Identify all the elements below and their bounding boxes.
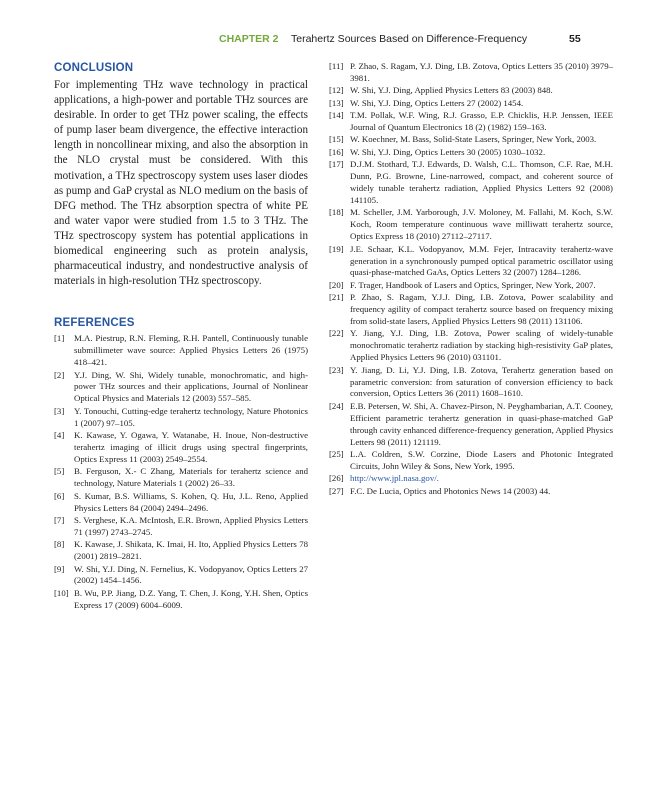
reference-text: P. Zhao, S. Ragam, Y.J. Ding, I.B. Zotova, Optics Letters 35 (2010) 3979–3981. bbox=[350, 61, 613, 83]
reference-number: [8] bbox=[54, 539, 65, 550]
reference-text: T.M. Pollak, W.F. Wing, R.J. Grasso, E.P. Chicklis, H.P. Jenssen, IEEE Journal of Quantum Electronics 18 (2) (1982) 159–163. bbox=[350, 110, 613, 133]
reference-text: B. Ferguson, X.- C Zhang, Materials for terahertz science and technology, Nature Materials 1 (2002) 26–33. bbox=[74, 466, 308, 489]
right-column bbox=[329, 61, 613, 498]
reference-number: [15] bbox=[329, 134, 344, 145]
reference-item bbox=[329, 473, 613, 485]
reference-text: W. Shi, Y.J. Ding, N. Fernelius, K. Vodopyanov, Optics Letters 27 (2002) 1454–1456. bbox=[74, 563, 308, 586]
reference-number: [9] bbox=[54, 563, 65, 574]
reference-item bbox=[54, 466, 308, 490]
reference-number: [25] bbox=[329, 449, 344, 459]
reference-number: [20] bbox=[329, 279, 344, 290]
reference-text: S. Verghese, K.A. McIntosh, E.R. Brown, Applied Physics Letters 71 (1997) 2743–2745. bbox=[74, 514, 308, 537]
reference-text: F.C. De Lucia, Optics and Photonics News 14 (2003) 44. bbox=[350, 485, 551, 496]
reference-item bbox=[329, 147, 613, 159]
reference-number: [5] bbox=[54, 466, 65, 477]
reference-number: [17] bbox=[329, 159, 344, 170]
reference-text: S. Kumar, B.S. Williams, S. Kohen, Q. Hu, J.L. Reno, Applied Physics Letters 84 (2004) 2494–2496. bbox=[74, 490, 308, 513]
reference-text: F. Trager, Handbook of Lasers and Optics, Springer, New York, 2007. bbox=[350, 279, 596, 290]
reference-text: W. Shi, Y.J. Ding, Applied Physics Letters 83 (2003) 848. bbox=[350, 85, 553, 96]
page-number: 55 bbox=[569, 33, 581, 45]
reference-item bbox=[329, 401, 613, 449]
reference-text: D.J.M. Stothard, T.J. Edwards, D. Walsh, C.L. Thomson, C.F. Rae, M.H. Dunn, P.G. Browne, Line-narrowed, compact, and coherent source of widely tunable terahertz radiation, Applied Physics Letters 92 (2008) 141105. bbox=[350, 159, 613, 205]
reference-number: [21] bbox=[329, 292, 344, 303]
reference-number: [22] bbox=[329, 328, 344, 339]
reference-item bbox=[329, 207, 613, 243]
reference-item bbox=[54, 430, 308, 466]
reference-text: M. Scheller, J.M. Yarborough, J.V. Moloney, M. Fallahi, M. Koch, S.W. Koch, Room temperature continuous wave milliwatt terahertz source, Optics Express 18 (2010) 27112–27117. bbox=[350, 207, 613, 242]
reference-item bbox=[54, 564, 308, 588]
references-list-left bbox=[54, 333, 308, 611]
chapter-label: CHAPTER 2 bbox=[219, 33, 279, 45]
reference-item bbox=[329, 280, 613, 292]
references-heading: REFERENCES bbox=[54, 317, 135, 330]
reference-item bbox=[329, 85, 613, 97]
reference-number: [12] bbox=[329, 85, 344, 96]
reference-text: J.E. Schaar, K.L. Vodopyanov, M.M. Fejer, Intracavity terahertz-wave generation in a synchronously pumped optical parametric oscillator using quasi-phase-matched GaAs, Optics Letters 32 (2007) 1284–1286. bbox=[350, 243, 613, 278]
reference-item bbox=[54, 515, 308, 539]
reference-text: W. Shi, Y.J. Ding, Optics Letters 27 (2002) 1454. bbox=[350, 97, 524, 108]
reference-number: [7] bbox=[54, 514, 65, 525]
reference-text: K. Kawase, J. Shikata, K. Imai, H. Ito, Applied Physics Letters 78 (2001) 2819–2821. bbox=[74, 539, 308, 562]
chapter-title: Terahertz Sources Based on Difference-Frequency bbox=[291, 33, 528, 45]
reference-item bbox=[329, 98, 613, 110]
reference-item bbox=[54, 539, 308, 563]
reference-link[interactable]: http://www.jpl.nasa.gov/. bbox=[350, 473, 439, 484]
reference-number: [1] bbox=[54, 333, 65, 344]
reference-number: [18] bbox=[329, 207, 344, 218]
reference-text: L.A. Coldren, S.W. Corzine, Diode Lasers and Photonic Integrated Circuits, John Wiley & Sons, New York, 1995. bbox=[350, 449, 613, 471]
references-list-right bbox=[329, 61, 613, 498]
reference-number: [6] bbox=[54, 490, 65, 501]
running-head bbox=[0, 33, 648, 47]
reference-item bbox=[329, 449, 613, 473]
reference-item bbox=[54, 370, 308, 406]
reference-text: B. Wu, P.P. Jiang, D.Z. Yang, T. Chen, J. Kong, Y.H. Shen, Optics Express 17 (2009) 6004–6009. bbox=[74, 587, 308, 610]
reference-item bbox=[329, 365, 613, 401]
reference-number: [2] bbox=[54, 369, 65, 380]
reference-text: K. Kawase, Y. Ogawa, Y. Watanabe, H. Inoue, Non-destructive terahertz imaging of illicit drugs using spectral fingerprints, Optics Express 11 (2003) 2549–2554. bbox=[74, 430, 308, 464]
conclusion-paragraph: For implementing THz wave technology in practical applications, a high-power and portable THz sources are desirable. In order to get THz power scaling, the effects of pump laser beam divergence, the effective interaction length in noncollinear mixing, and also the absorption in the NLO crystal must be considered. With this motivation, a THz spectroscopy system uses laser diodes as pump and GaP crystal as NLO medium on the basis of DFG method. The THz absorption spectra of white PE and water vapor were studied from 1.5 to 3 THz. The THz spectroscopy system has potential applications in biomedical engineering such as protein analysis, pharmaceutical industry, and nondestructive analysis of materials in high-resolution THz spectroscopy. bbox=[54, 79, 308, 288]
reference-text: M.A. Piestrup, R.N. Fleming, R.H. Pantell, Continuously tunable submillimeter wave source: Applied Physics Letters 26 (1975) 418–421. bbox=[74, 333, 308, 368]
reference-item bbox=[54, 333, 308, 369]
reference-item bbox=[329, 244, 613, 280]
reference-item bbox=[329, 292, 613, 328]
reference-number: [26] bbox=[329, 473, 344, 484]
reference-text: W. Shi, Y.J. Ding, Optics Letters 30 (2005) 1030–1032. bbox=[350, 146, 546, 157]
reference-item bbox=[54, 491, 308, 515]
reference-number: [19] bbox=[329, 243, 344, 254]
left-column bbox=[54, 61, 308, 612]
reference-text: E.B. Petersen, W. Shi, A. Chavez-Pirson, N. Peyghambarian, A.T. Cooney, Efficient parametric terahertz generation in quasi-phase-matched GaP through cavity enhanced difference-frequency generation, Applied Physics Letters 98 (2011) 121119. bbox=[350, 400, 613, 447]
reference-text: Y. Tonouchi, Cutting-edge terahertz technology, Nature Photonics 1 (2007) 97–105. bbox=[74, 405, 308, 428]
reference-item bbox=[329, 134, 613, 146]
reference-text: Y.J. Ding, W. Shi, Widely tunable, monochromatic, and high-power THz sources and their applications, Journal of Nonlinear Optical Physics and Materials 12 (2003) 557–585. bbox=[74, 369, 308, 404]
reference-number: [16] bbox=[329, 146, 344, 157]
reference-number: [10] bbox=[54, 587, 69, 598]
section-spacer bbox=[54, 289, 308, 316]
reference-text: W. Koechner, M. Bass, Solid-State Lasers, Springer, New York, 2003. bbox=[350, 134, 597, 145]
reference-number: [14] bbox=[329, 110, 344, 121]
reference-text: Y. Jiang, Y.J. Ding, I.B. Zotova, Power scaling of widely-tunable monochromatic terahertz radiation by stacking high-resistivity GaP plates, Applied Physics Letters 96 (2010) 031101. bbox=[350, 328, 613, 363]
reference-number: [27] bbox=[329, 485, 344, 496]
reference-number: [23] bbox=[329, 364, 344, 375]
reference-number: [3] bbox=[54, 405, 65, 416]
reference-item bbox=[329, 486, 613, 498]
reference-number: [11] bbox=[329, 61, 344, 71]
reference-number: [4] bbox=[54, 430, 65, 441]
reference-text: P. Zhao, S. Ragam, Y.J.J. Ding, I.B. Zotova, Power scalability and frequency agility of compact terahertz source based on frequency mixing from solid-state lasers, Applied Physics Letters 98 (2011) 131106. bbox=[350, 292, 613, 327]
reference-item bbox=[54, 406, 308, 430]
reference-item bbox=[329, 159, 613, 207]
conclusion-heading: CONCLUSION bbox=[54, 62, 134, 74]
reference-item bbox=[329, 110, 613, 134]
reference-number: [24] bbox=[329, 400, 344, 411]
reference-number: [13] bbox=[329, 97, 344, 108]
reference-item bbox=[54, 588, 308, 612]
reference-item bbox=[329, 328, 613, 364]
reference-item bbox=[329, 61, 613, 85]
reference-text: Y. Jiang, D. Li, Y.J. Ding, I.B. Zotova, Terahertz generation based on parametric conversion: from saturation of conversion efficiency to back conversion, Optics Letters 36 (2011) 1608–1610. bbox=[350, 364, 613, 399]
